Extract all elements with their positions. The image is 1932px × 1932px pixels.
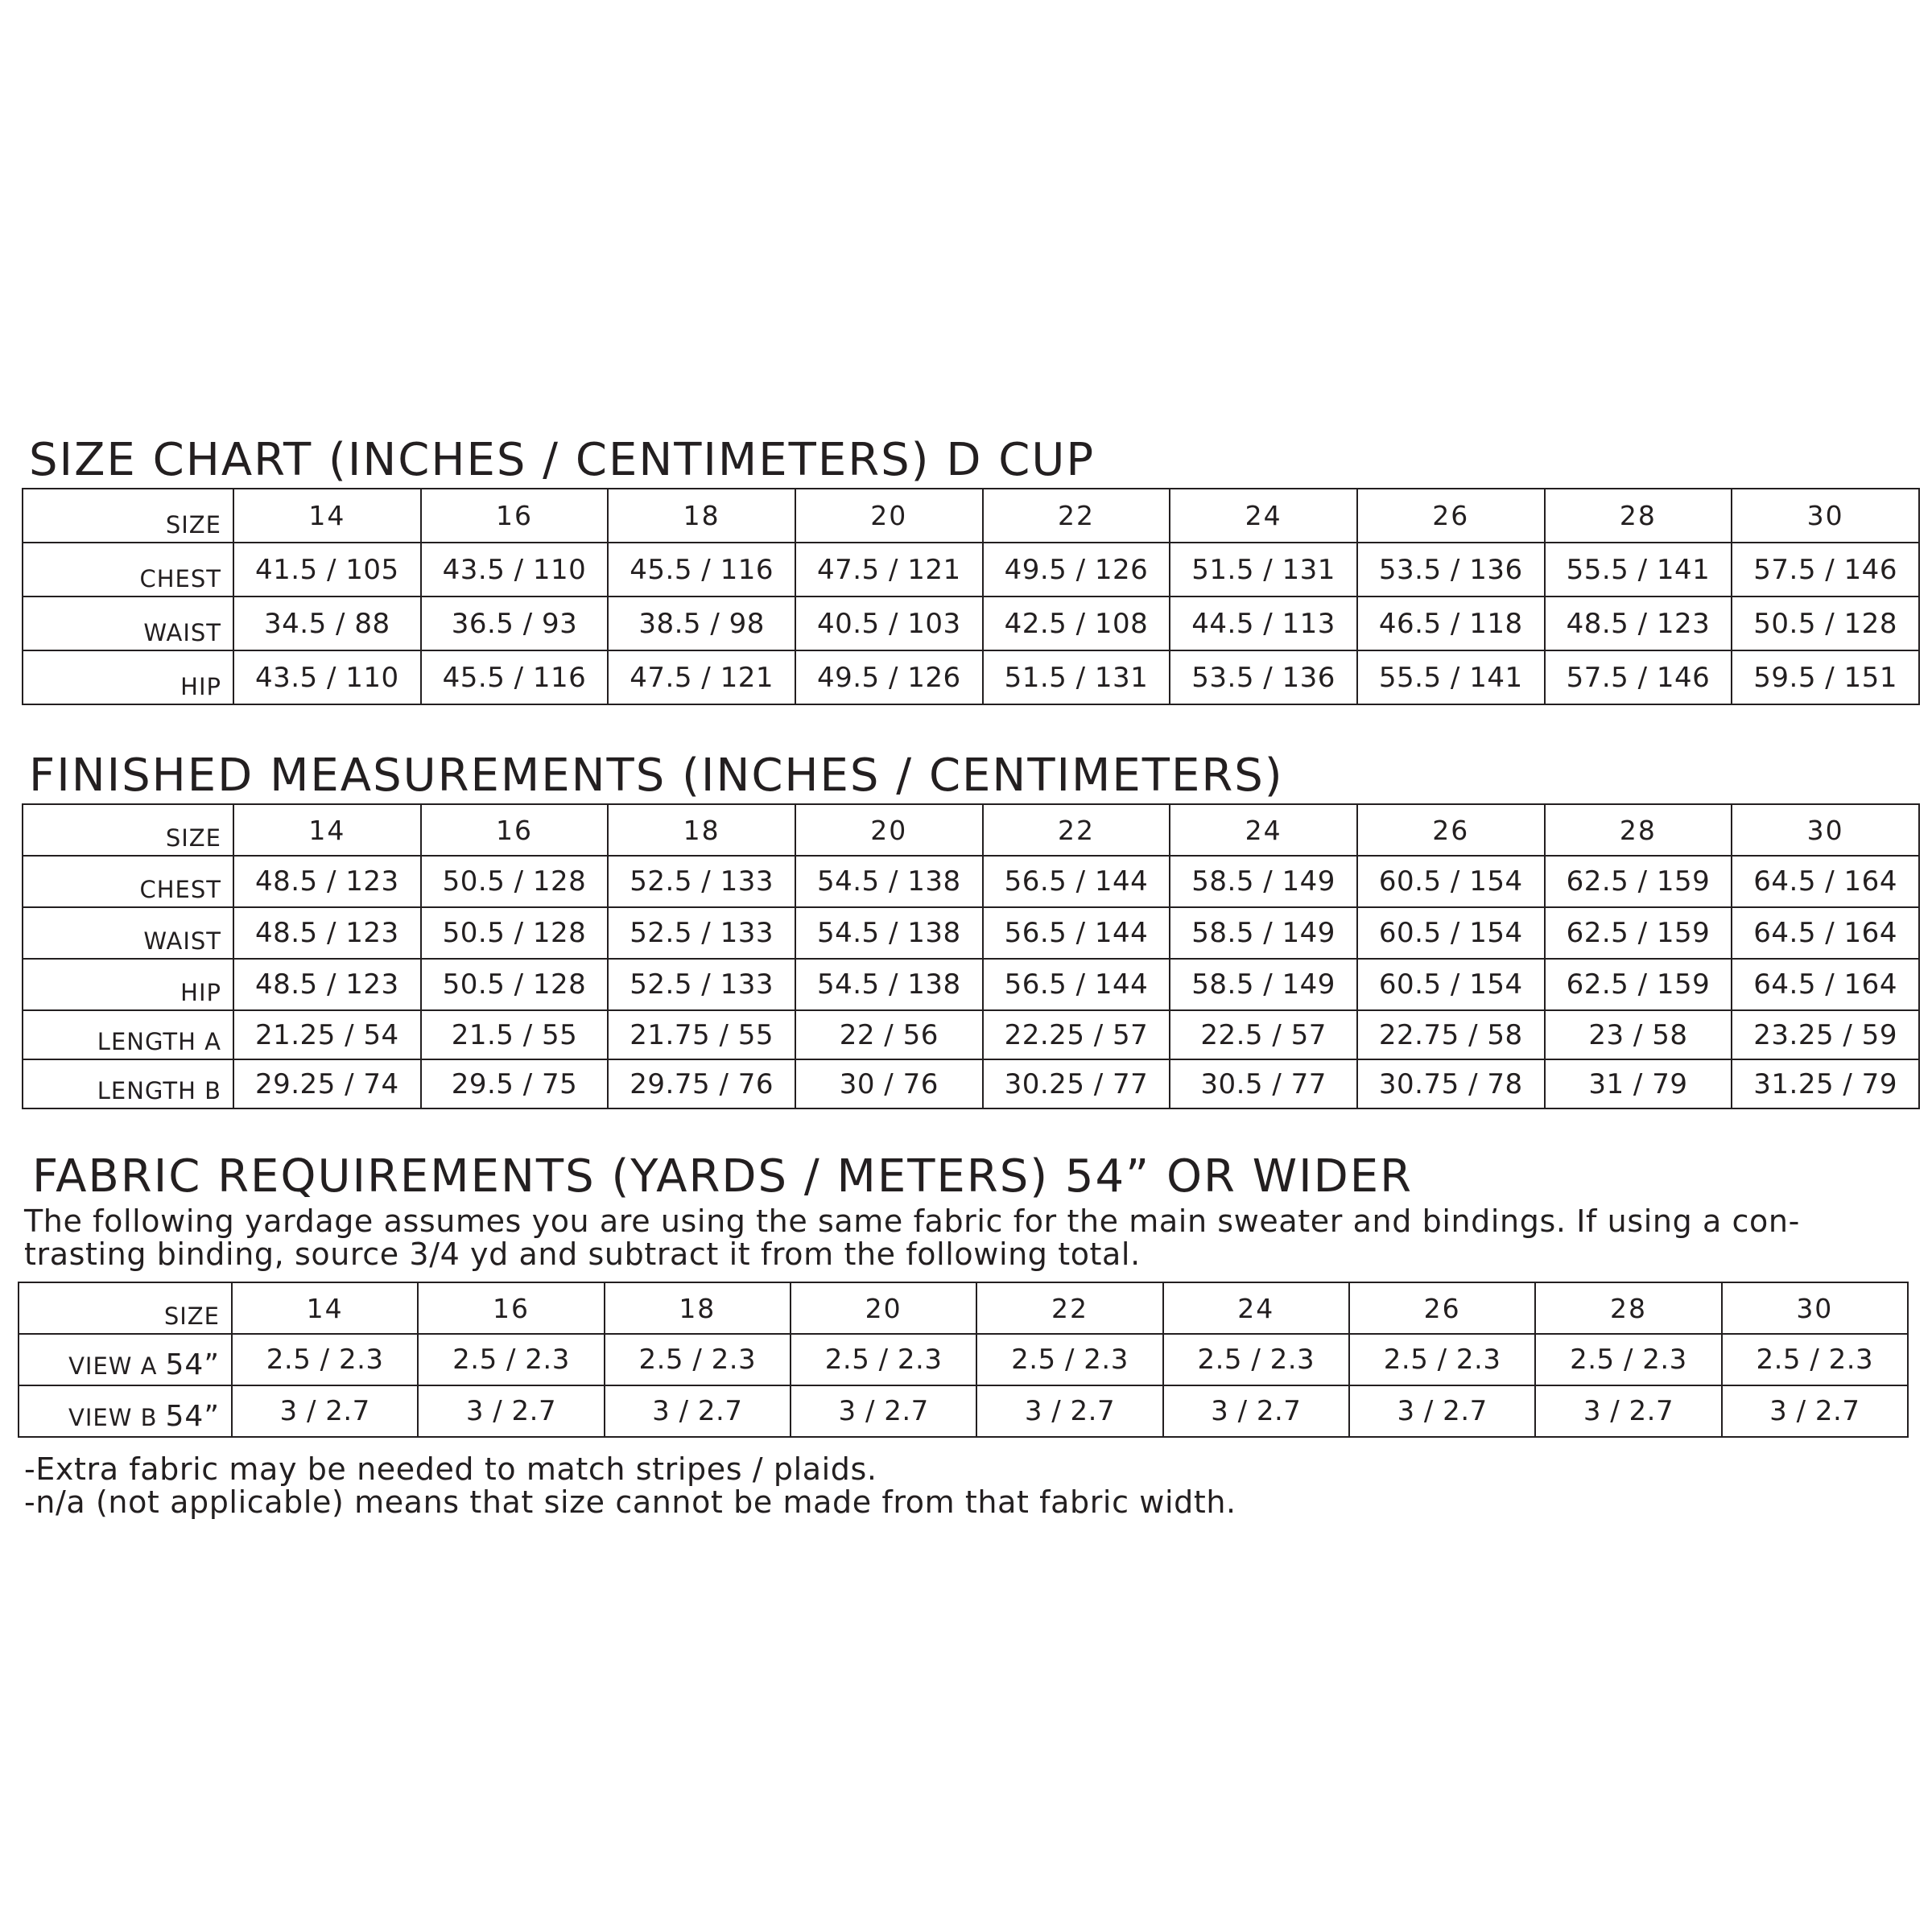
fabric-requirements-note — [24, 1205, 1800, 1271]
size-header-cell: 26 — [1349, 1282, 1535, 1334]
measurement-cell: 47.5 / 121 — [608, 650, 795, 704]
row-label — [23, 543, 233, 597]
measurement-cell: 49.5 / 126 — [795, 650, 983, 704]
table-row — [23, 907, 1919, 959]
measurement-cell: 41.5 / 105 — [233, 543, 421, 597]
fabric-width: 54” — [165, 1400, 220, 1433]
measurement-cell: 30 / 76 — [795, 1059, 983, 1108]
fabric-requirements-table — [18, 1282, 1909, 1438]
table-row — [23, 1059, 1919, 1108]
measurement-cell: 34.5 / 88 — [233, 597, 421, 650]
size-header-cell: 28 — [1545, 489, 1732, 543]
measurement-cell: 21.25 / 54 — [233, 1010, 421, 1059]
measurement-cell: 52.5 / 133 — [608, 856, 795, 907]
measurement-cell: 51.5 / 131 — [983, 650, 1170, 704]
size-header-label: SIZE — [19, 1282, 232, 1334]
measurement-cell: 29.25 / 74 — [233, 1059, 421, 1108]
row-label-text: WAIST — [143, 619, 221, 646]
row-label — [23, 597, 233, 650]
measurement-cell: 54.5 / 138 — [795, 959, 983, 1010]
size-header-cell: 20 — [791, 1282, 976, 1334]
measurement-cell: 2.5 / 2.3 — [1163, 1334, 1349, 1385]
measurement-cell: 2.5 / 2.3 — [232, 1334, 418, 1385]
measurement-cell: 22.25 / 57 — [983, 1010, 1170, 1059]
size-header-cell: 14 — [232, 1282, 418, 1334]
size-header-cell: 22 — [983, 804, 1170, 856]
table-header-row — [23, 804, 1919, 856]
row-label — [23, 907, 233, 959]
measurement-cell: 50.5 / 128 — [1732, 597, 1919, 650]
size-header-cell: 16 — [421, 489, 609, 543]
measurement-cell: 2.5 / 2.3 — [791, 1334, 976, 1385]
measurement-cell: 54.5 / 138 — [795, 907, 983, 959]
size-header-cell: 30 — [1722, 1282, 1908, 1334]
measurement-cell: 60.5 / 154 — [1357, 907, 1545, 959]
table-header-row — [19, 1282, 1908, 1334]
measurement-cell: 59.5 / 151 — [1732, 650, 1919, 704]
measurement-cell: 2.5 / 2.3 — [1349, 1334, 1535, 1385]
row-label-text: VIEW B — [68, 1404, 158, 1431]
fabric-requirements-title: FABRIC REQUIREMENTS (YARDS / METERS) 54” OR WIDER — [32, 1150, 1414, 1203]
measurement-cell: 53.5 / 136 — [1357, 543, 1545, 597]
measurement-cell: 23 / 58 — [1545, 1010, 1732, 1059]
measurement-cell: 30.25 / 77 — [983, 1059, 1170, 1108]
measurement-cell: 58.5 / 149 — [1170, 959, 1357, 1010]
measurement-cell: 3 / 2.7 — [232, 1385, 418, 1437]
measurement-cell: 53.5 / 136 — [1170, 650, 1357, 704]
measurement-cell: 3 / 2.7 — [605, 1385, 791, 1437]
row-label — [19, 1334, 232, 1385]
table-row — [23, 650, 1919, 704]
measurement-cell: 3 / 2.7 — [976, 1385, 1162, 1437]
row-label-text: CHEST — [139, 565, 221, 592]
measurement-cell: 51.5 / 131 — [1170, 543, 1357, 597]
measurement-cell: 23.25 / 59 — [1732, 1010, 1919, 1059]
measurement-cell: 2.5 / 2.3 — [418, 1334, 604, 1385]
measurement-cell: 46.5 / 118 — [1357, 597, 1545, 650]
measurement-cell: 36.5 / 93 — [421, 597, 609, 650]
measurement-cell: 48.5 / 123 — [1545, 597, 1732, 650]
row-label — [23, 650, 233, 704]
row-label-text: WAIST — [143, 927, 221, 955]
row-label-text: HIP — [180, 673, 221, 700]
measurement-cell: 62.5 / 159 — [1545, 907, 1732, 959]
row-label — [19, 1385, 232, 1437]
size-header-cell: 18 — [608, 489, 795, 543]
table-row — [23, 543, 1919, 597]
measurement-cell: 55.5 / 141 — [1357, 650, 1545, 704]
table-header-row — [23, 489, 1919, 543]
measurement-cell: 58.5 / 149 — [1170, 907, 1357, 959]
size-header-cell: 18 — [608, 804, 795, 856]
measurement-cell: 30.5 / 77 — [1170, 1059, 1357, 1108]
row-label-text: HIP — [180, 979, 221, 1006]
measurement-cell: 21.75 / 55 — [608, 1010, 795, 1059]
table-row — [23, 1010, 1919, 1059]
measurement-cell: 31 / 79 — [1545, 1059, 1732, 1108]
size-header-cell: 28 — [1545, 804, 1732, 856]
measurement-cell: 3 / 2.7 — [1163, 1385, 1349, 1437]
size-header-cell: 16 — [421, 804, 609, 856]
measurement-cell: 44.5 / 113 — [1170, 597, 1357, 650]
size-header-cell: 14 — [233, 489, 421, 543]
size-header-cell: 28 — [1535, 1282, 1721, 1334]
measurement-cell: 57.5 / 146 — [1545, 650, 1732, 704]
finished-measurements-table — [22, 803, 1920, 1109]
measurement-cell: 2.5 / 2.3 — [605, 1334, 791, 1385]
measurement-cell: 22.75 / 58 — [1357, 1010, 1545, 1059]
size-header-cell: 24 — [1170, 489, 1357, 543]
size-chart-title: SIZE CHART (INCHES / CENTIMETERS) D CUP — [29, 434, 1096, 486]
measurement-cell: 2.5 / 2.3 — [1535, 1334, 1721, 1385]
measurement-cell: 2.5 / 2.3 — [1722, 1334, 1908, 1385]
size-header-cell: 30 — [1732, 489, 1919, 543]
measurement-cell: 62.5 / 159 — [1545, 959, 1732, 1010]
measurement-cell: 56.5 / 144 — [983, 856, 1170, 907]
measurement-cell: 45.5 / 116 — [608, 543, 795, 597]
measurement-cell: 43.5 / 110 — [233, 650, 421, 704]
measurement-cell: 22 / 56 — [795, 1010, 983, 1059]
measurement-cell: 3 / 2.7 — [1349, 1385, 1535, 1437]
footnote: -n/a (not applicable) means that size cannot be made from that fabric width. — [24, 1484, 1236, 1520]
size-header-cell: 24 — [1163, 1282, 1349, 1334]
measurement-cell: 40.5 / 103 — [795, 597, 983, 650]
size-header-cell: 24 — [1170, 804, 1357, 856]
measurement-cell: 38.5 / 98 — [608, 597, 795, 650]
measurement-cell: 52.5 / 133 — [608, 959, 795, 1010]
row-label-text: LENGTH B — [97, 1077, 221, 1104]
fabric-width: 54” — [165, 1348, 220, 1381]
measurement-cell: 29.75 / 76 — [608, 1059, 795, 1108]
table-row — [23, 959, 1919, 1010]
table-row — [19, 1334, 1908, 1385]
size-header-cell: 20 — [795, 804, 983, 856]
size-header-cell: 14 — [233, 804, 421, 856]
size-header-cell: 30 — [1732, 804, 1919, 856]
measurement-cell: 60.5 / 154 — [1357, 856, 1545, 907]
row-label-text: LENGTH A — [97, 1028, 221, 1055]
measurement-cell: 64.5 / 164 — [1732, 907, 1919, 959]
measurement-cell: 29.5 / 75 — [421, 1059, 609, 1108]
measurement-cell: 50.5 / 128 — [421, 856, 609, 907]
footnotes — [24, 1453, 1236, 1519]
measurement-cell: 45.5 / 116 — [421, 650, 609, 704]
measurement-cell: 60.5 / 154 — [1357, 959, 1545, 1010]
measurement-cell: 48.5 / 123 — [233, 856, 421, 907]
note-line: The following yardage assumes you are using the same fabric for the main sweater and bindings. If using a con- — [24, 1203, 1800, 1239]
measurement-cell: 56.5 / 144 — [983, 907, 1170, 959]
measurement-cell: 49.5 / 126 — [983, 543, 1170, 597]
measurement-cell: 31.25 / 79 — [1732, 1059, 1919, 1108]
measurement-cell: 48.5 / 123 — [233, 907, 421, 959]
table-row — [19, 1385, 1908, 1437]
measurement-cell: 62.5 / 159 — [1545, 856, 1732, 907]
measurement-cell: 3 / 2.7 — [791, 1385, 976, 1437]
measurement-cell: 3 / 2.7 — [1722, 1385, 1908, 1437]
size-header-label: SIZE — [23, 804, 233, 856]
size-header-cell: 26 — [1357, 489, 1545, 543]
footnote: -Extra fabric may be needed to match stripes / plaids. — [24, 1451, 877, 1487]
measurement-cell: 50.5 / 128 — [421, 907, 609, 959]
size-header-cell: 22 — [983, 489, 1170, 543]
measurement-cell: 47.5 / 121 — [795, 543, 983, 597]
size-chart-table — [22, 488, 1920, 705]
row-label — [23, 1010, 233, 1059]
table-row — [23, 856, 1919, 907]
row-label-text: VIEW A — [68, 1352, 158, 1380]
measurement-cell: 54.5 / 138 — [795, 856, 983, 907]
measurement-cell: 3 / 2.7 — [418, 1385, 604, 1437]
row-label-text: CHEST — [139, 876, 221, 903]
measurement-cell: 30.75 / 78 — [1357, 1059, 1545, 1108]
measurement-cell: 2.5 / 2.3 — [976, 1334, 1162, 1385]
size-header-cell: 20 — [795, 489, 983, 543]
measurement-cell: 48.5 / 123 — [233, 959, 421, 1010]
size-header-cell: 18 — [605, 1282, 791, 1334]
size-header-label: SIZE — [23, 489, 233, 543]
row-label — [23, 1059, 233, 1108]
note-line: trasting binding, source 3/4 yd and subtract it from the following total. — [24, 1236, 1141, 1272]
measurement-cell: 64.5 / 164 — [1732, 959, 1919, 1010]
measurement-cell: 22.5 / 57 — [1170, 1010, 1357, 1059]
measurement-cell: 64.5 / 164 — [1732, 856, 1919, 907]
table-row — [23, 597, 1919, 650]
row-label — [23, 959, 233, 1010]
finished-measurements-title: FINISHED MEASUREMENTS (INCHES / CENTIMETERS) — [29, 749, 1284, 802]
measurement-cell: 3 / 2.7 — [1535, 1385, 1721, 1437]
measurement-cell: 43.5 / 110 — [421, 543, 609, 597]
measurement-cell: 42.5 / 108 — [983, 597, 1170, 650]
size-header-cell: 16 — [418, 1282, 604, 1334]
measurement-cell: 57.5 / 146 — [1732, 543, 1919, 597]
size-header-cell: 26 — [1357, 804, 1545, 856]
measurement-cell: 21.5 / 55 — [421, 1010, 609, 1059]
measurement-cell: 55.5 / 141 — [1545, 543, 1732, 597]
measurement-cell: 56.5 / 144 — [983, 959, 1170, 1010]
measurement-cell: 58.5 / 149 — [1170, 856, 1357, 907]
measurement-cell: 52.5 / 133 — [608, 907, 795, 959]
row-label — [23, 856, 233, 907]
measurement-cell: 50.5 / 128 — [421, 959, 609, 1010]
size-header-cell: 22 — [976, 1282, 1162, 1334]
